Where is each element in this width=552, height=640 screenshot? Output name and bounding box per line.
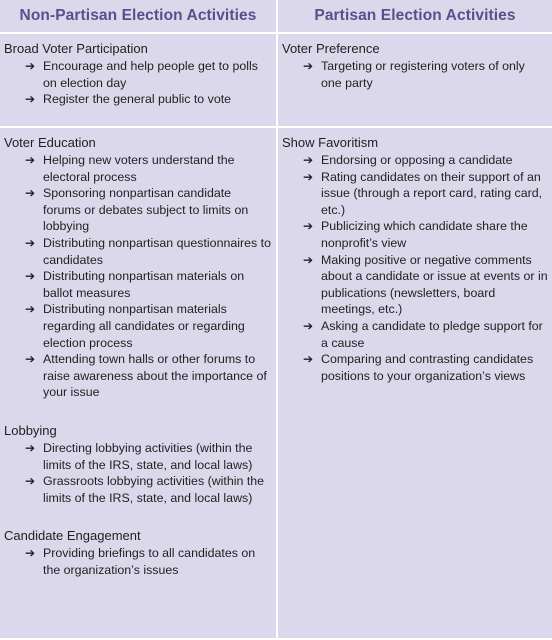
list-item <box>4 545 272 578</box>
list-item-text: Providing briefings to all candidates on the organization’s issues <box>43 546 256 577</box>
arrow-right-icon: ➔ <box>25 153 36 167</box>
list-item-text: Sponsoring nonpartisan candidate forums or debates subject to limits on lobbying <box>43 186 249 234</box>
list-item-text: Encourage and help people get to polls on election day <box>43 59 258 90</box>
arrow-right-icon: ➔ <box>25 59 36 73</box>
list-item-text: Endorsing or opposing a candidate <box>321 153 513 167</box>
arrow-right-icon: ➔ <box>25 352 36 367</box>
list-item <box>4 268 272 301</box>
arrow-right-icon: ➔ <box>25 235 36 250</box>
list-item-text: Asking a candidate to pledge support for a cause <box>321 318 543 350</box>
list-item <box>282 252 548 318</box>
list-item-text: Distributing nonpartisan materials on ballot measures <box>43 269 245 300</box>
arrow-right-icon: ➔ <box>25 269 36 284</box>
section-title: Lobbying <box>4 422 57 438</box>
arrow-right-icon: ➔ <box>303 318 314 333</box>
list-item <box>282 351 548 384</box>
section-candidate-engagement <box>4 528 272 578</box>
list-item-text: Distributing nonpartisan materials regarding all candidates or regarding election process <box>43 302 245 350</box>
list-item-text: Publicizing which candidate share the nonprofit’s view <box>321 219 528 250</box>
list-item-text: Directing lobbying activities (within the limits of the IRS, state, and local laws) <box>43 440 253 472</box>
section-show-favoritism <box>282 135 548 384</box>
list-item-text: Distributing nonpartisan questionnaires to candidates <box>43 235 271 267</box>
list-item-text: Helping new voters understand the electoral process <box>43 153 235 184</box>
list-item <box>4 351 272 401</box>
list-item <box>282 169 548 219</box>
activity-list <box>4 152 272 401</box>
list-item <box>282 152 548 169</box>
list-item <box>282 218 548 251</box>
list-item <box>4 152 272 185</box>
list-item-text: Grassroots lobbying activities (within the limits of the IRS, state, and local laws) <box>43 474 265 505</box>
list-item-text: Register the general public to vote <box>43 92 232 107</box>
cell-non-partisan-activities <box>0 128 278 640</box>
arrow-right-icon: ➔ <box>303 169 314 184</box>
list-item <box>4 440 272 473</box>
arrow-right-icon: ➔ <box>25 302 36 317</box>
list-item-text: Rating candidates on their support of an issue (through a report card, rating card, etc.) <box>321 169 543 217</box>
arrow-right-icon: ➔ <box>303 153 314 167</box>
section-title: Candidate Engagement <box>4 528 141 544</box>
header-partisan <box>278 0 552 34</box>
activity-list <box>4 545 272 578</box>
list-item-text: Comparing and contrasting candidates positions to your organization’s views <box>321 352 534 383</box>
list-item <box>282 318 548 351</box>
cell-partisan-activities <box>278 128 552 640</box>
list-item-text: Attending town halls or other forums to raise awareness about the importance of your issue <box>43 352 267 400</box>
arrow-right-icon: ➔ <box>303 59 314 73</box>
list-item <box>4 235 272 268</box>
section-title: Show Favoritism <box>282 135 379 150</box>
arrow-right-icon: ➔ <box>303 352 314 367</box>
header-non-partisan-label: Non-Partisan Election Activities <box>19 7 257 24</box>
section-title: Voter Preference <box>282 41 380 56</box>
list-item <box>4 91 272 108</box>
section-lobbying <box>4 423 272 506</box>
cell-voter-preference <box>278 34 552 128</box>
list-item <box>4 473 272 506</box>
activity-list <box>4 440 272 506</box>
section-title: Broad Voter Participation <box>4 41 148 56</box>
section-broad-voter-participation <box>4 41 272 108</box>
activity-list <box>282 152 548 384</box>
cell-broad-voter-participation <box>0 34 278 128</box>
section-voter-education <box>4 135 272 401</box>
list-item <box>4 185 272 235</box>
arrow-right-icon: ➔ <box>303 219 314 234</box>
arrow-right-icon: ➔ <box>25 474 36 489</box>
arrow-right-icon: ➔ <box>25 92 36 107</box>
section-voter-preference <box>282 41 548 91</box>
section-title: Voter Education <box>4 135 96 150</box>
activity-list <box>4 58 272 108</box>
arrow-right-icon: ➔ <box>25 186 36 201</box>
arrow-right-icon: ➔ <box>25 440 36 455</box>
list-item <box>282 58 548 91</box>
list-item <box>4 58 272 91</box>
list-item <box>4 301 272 351</box>
list-item-text: Making positive or negative comments about a candidate or issue at events or in publications (newsletters, board meetings, etc.) <box>321 252 548 317</box>
activity-list <box>282 58 548 91</box>
header-partisan-label: Partisan Election Activities <box>314 7 516 24</box>
list-item-text: Targeting or registering voters of only one party <box>321 59 525 90</box>
arrow-right-icon: ➔ <box>303 252 314 267</box>
arrow-right-icon: ➔ <box>25 546 36 561</box>
header-non-partisan <box>0 0 278 34</box>
